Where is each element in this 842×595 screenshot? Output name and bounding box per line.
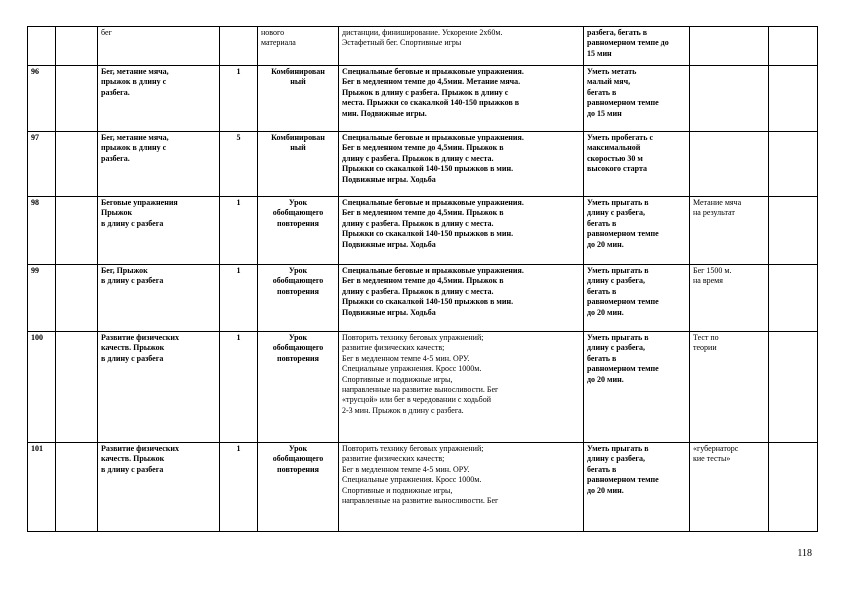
table-row [28,66,818,132]
cell-blank [56,197,98,265]
cell-blank [56,265,98,332]
text-line: места. Прыжки со скакалкой 140-150 прыжков в [342,98,520,108]
cell-hours: 1 [220,443,258,532]
text-line: разбега, бегать в [587,28,648,37]
text-line: до 20 мин. [587,374,624,384]
table-row [28,132,818,197]
text-line: 15 мин [587,48,612,58]
text-line: мин. Подвижные игры. [342,108,427,118]
table-row [28,265,818,332]
text-line: бегать в [587,87,617,97]
cell-blank [56,443,98,532]
text-line: до 15 мин [587,108,622,118]
text-line: бегать в [587,286,617,296]
text-line: Повторить технику беговых упражнений; [342,444,484,453]
cell-topic: бег [98,27,220,66]
text-line: Бег в медленном темпе до 4,5мин. Прыжок в [342,208,504,218]
cell-lesson-type [258,132,339,197]
text-line: разбега. [101,153,130,163]
text-line: Бег, метание мяча, [101,133,169,142]
text-line: Развитие физических [101,444,180,453]
text-line: повторения [277,353,319,363]
cell-number: 97 [28,132,56,197]
cell-topic [98,66,220,132]
text-line: ный [290,143,306,153]
cell-control [690,197,769,265]
cell-lesson-type [258,443,339,532]
text-line: в длину с разбега [101,464,164,474]
cell-number: 99 [28,265,56,332]
text-line: до 20 мин. [587,485,624,495]
cell-blank [769,332,818,443]
text-line: обобщающего [272,276,324,286]
cell-lesson-type [258,197,339,265]
text-line: Специальные беговые и прыжковые упражнения. [342,266,524,275]
cell-hours: 1 [220,332,258,443]
cell-requirements [584,197,690,265]
text-line: Бег в медленном темпе до 4,5мин. Прыжок в [342,276,504,286]
text-line: Прыжки со скакалкой 140-150 прыжков в мин. [342,229,514,239]
text-line: Специальные упражнения. Кросс 1000м. [342,364,482,374]
text-line: Прыжки со скакалкой 140-150 прыжков в мин. [342,164,514,174]
cell-blank [769,132,818,197]
text-line: развитие физических качеств; [342,454,445,464]
cell-requirements [584,27,690,66]
cell-content [339,443,584,532]
cell-lesson-type [258,27,339,66]
text-line: разбега. [101,87,130,97]
cell-hours [220,27,258,66]
text-line: Прыжок в длину с разбега. Прыжок в длину с [342,87,509,97]
cell-number [28,27,56,66]
text-line: обобщающего [272,343,324,353]
text-line: Бег 1500 м. [693,266,732,275]
text-line: теории [693,343,717,353]
cell-blank [56,27,98,66]
text-line: Урок [288,266,308,275]
text-line: Повторить технику беговых упражнений; [342,333,484,342]
text-line: равномерном темпе [587,297,659,307]
text-line: Уметь прыгать в [587,266,649,275]
text-line: равномерном темпе [587,475,659,485]
cell-lesson-type [258,66,339,132]
text-line: длину с разбега. Прыжок в длину с места. [342,286,494,296]
cell-control [690,443,769,532]
text-line: Комбинирован [271,67,325,76]
page-number: 118 [797,548,812,559]
text-line: скоростью 30 м [587,153,643,163]
text-line: равномерном темпе [587,364,659,374]
cell-number: 101 [28,443,56,532]
cell-hours: 1 [220,197,258,265]
cell-control [690,332,769,443]
text-line: в длину с разбега [101,276,164,286]
text-line: равномерном темпе [587,229,659,239]
text-line: ный [290,77,306,87]
text-line: Урок [288,333,308,342]
text-line: длину с разбега, [587,343,646,353]
text-line: Подвижные игры. Ходьба [342,174,436,184]
cell-blank [769,27,818,66]
text-line: Метание мяча [693,198,742,207]
cell-topic [98,265,220,332]
text-line: Уметь пробегать с [587,133,654,142]
text-line: «губернаторс [693,444,739,453]
cell-content [339,265,584,332]
cell-number: 100 [28,332,56,443]
text-line: Прыжок [101,208,133,218]
cell-topic [98,332,220,443]
text-line: Бег, метание мяча, [101,67,169,76]
text-line: Развитие физических [101,333,180,342]
cell-topic [98,197,220,265]
text-line: равномерном темпе [587,98,659,108]
text-line: прыжок в длину с [101,143,167,153]
text-line: длину с разбега, [587,208,646,218]
text-line: Специальные беговые и прыжковые упражнения. [342,133,524,142]
text-line: Спортивные и подвижные игры, [342,374,453,384]
text-line: дистанции, финиширование. Ускорение 2х60м. [342,28,503,37]
table-row [28,197,818,265]
text-line: малый мяч, [587,77,631,87]
text-line: Уметь прыгать в [587,333,649,342]
text-line: Специальные беговые и прыжковые упражнения. [342,67,524,76]
text-line: длину с разбега, [587,454,646,464]
cell-requirements [584,265,690,332]
text-line: Подвижные игры. Ходьба [342,307,436,317]
cell-requirements [584,66,690,132]
text-line: максимальной [587,143,641,153]
text-line: развитие физических качеств; [342,343,445,353]
text-line: бегать в [587,464,617,474]
cell-control [690,66,769,132]
text-line: Уметь прыгать в [587,198,649,207]
text-line: равномерном темпе до [587,38,669,48]
cell-blank [769,443,818,532]
cell-topic [98,443,220,532]
text-line: 2-3 мин. Прыжок в длину с разбега. [342,405,464,415]
text-line: Прыжки со скакалкой 140-150 прыжков в мин. [342,297,514,307]
cell-requirements [584,332,690,443]
text-line: направленные на развитие выносливости. Бег [342,496,499,506]
cell-content [339,132,584,197]
cell-content [339,197,584,265]
cell-hours: 1 [220,265,258,332]
text-line: повторения [277,464,319,474]
cell-hours: 1 [220,66,258,132]
table-row [28,27,818,66]
cell-hours: 5 [220,132,258,197]
text-line: Комбинирован [271,133,325,142]
text-line: бегать в [587,218,617,228]
text-line: Беговые упражнения [101,198,178,207]
text-line: Бег, Прыжок [101,266,148,275]
cell-control [690,132,769,197]
cell-control [690,27,769,66]
cell-content [339,332,584,443]
text-line: обобщающего [272,208,324,218]
text-line: Уметь прыгать в [587,444,649,453]
text-line: Урок [288,198,308,207]
text-line: в длину с разбега [101,353,164,363]
text-line: повторения [277,286,319,296]
text-line: нового [261,28,285,37]
text-line: на время [693,276,723,286]
text-line: до 20 мин. [587,307,624,317]
text-line: бегать в [587,353,617,363]
text-line: до 20 мин. [587,239,624,249]
text-line: качеств. Прыжок [101,454,165,464]
text-line: в длину с разбега [101,218,164,228]
text-line: повторения [277,218,319,228]
text-line: Бег в медленном темпе 4-5 мин. ОРУ. [342,464,470,474]
text-line: Бег в медленном темпе до 4,5мин. Метание мяча. [342,77,521,87]
cell-content [339,66,584,132]
table-row [28,332,818,443]
text-line: высокого старта [587,164,648,174]
cell-content [339,27,584,66]
cell-requirements [584,132,690,197]
text-line: Эстафетный бег. Спортивные игры [342,38,462,48]
text-line: «трусцой» или бег в чередовании с ходьбой [342,395,491,405]
text-line: Урок [288,444,308,453]
table-row [28,443,818,532]
text-line: обобщающего [272,454,324,464]
cell-requirements [584,443,690,532]
cell-control [690,265,769,332]
text-line: Уметь метать [587,67,637,76]
text-line: материала [261,38,296,48]
cell-blank [56,132,98,197]
cell-blank [56,332,98,443]
text-line: качеств. Прыжок [101,343,165,353]
cell-lesson-type [258,332,339,443]
cell-blank [769,197,818,265]
text-line: Тест по [693,333,719,342]
text-line: длину с разбега. Прыжок в длину с места. [342,218,494,228]
text-line: Подвижные игры. Ходьба [342,239,436,249]
cell-blank [769,66,818,132]
cell-blank [769,265,818,332]
text-line: Специальные упражнения. Кросс 1000м. [342,475,482,485]
text-line: длину с разбега. Прыжок в длину с места. [342,153,494,163]
text-line: длину с разбега, [587,276,646,286]
text-line: Спортивные и подвижные игры, [342,485,453,495]
cell-lesson-type [258,265,339,332]
text-line: Специальные беговые и прыжковые упражнения. [342,198,524,207]
text-line: кие тесты» [693,454,731,464]
cell-number: 96 [28,66,56,132]
text-line: на результат [693,208,735,218]
text-line: направленные на развитие выносливости. Бег [342,385,499,395]
cell-topic [98,132,220,197]
text-line: Бег в медленном темпе 4-5 мин. ОРУ. [342,353,470,363]
lesson-plan-table [27,26,818,532]
cell-blank [56,66,98,132]
text-line: Бег в медленном темпе до 4,5мин. Прыжок в [342,143,504,153]
text-line: прыжок в длину с [101,77,167,87]
cell-number: 98 [28,197,56,265]
